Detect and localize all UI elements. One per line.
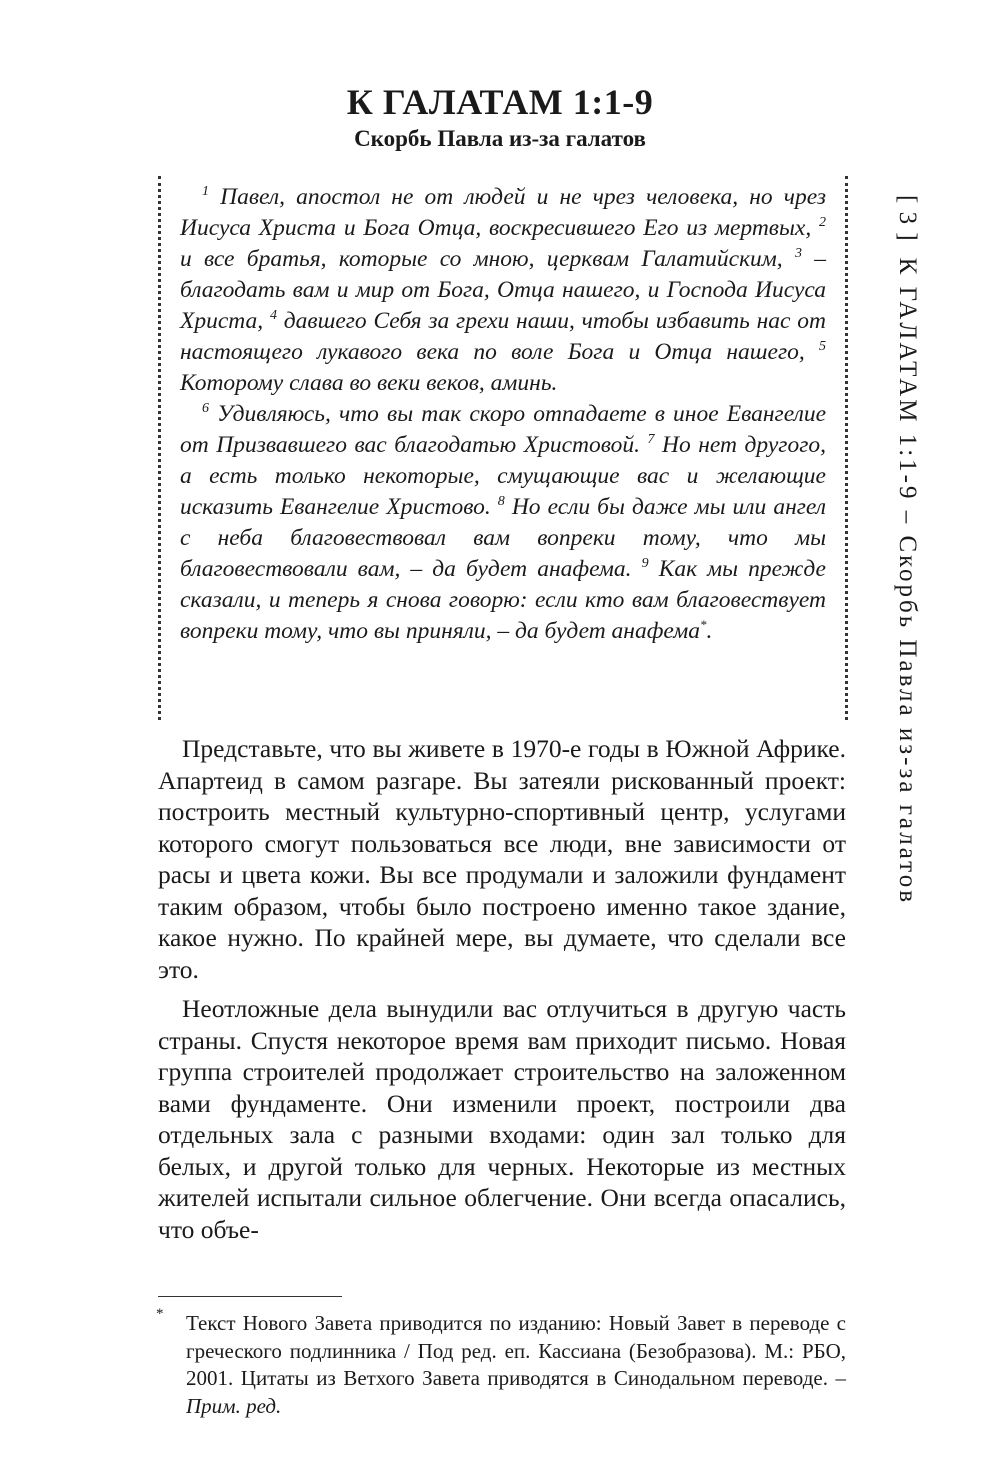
verse-number: 9 — [641, 556, 649, 572]
verse-number: 7 — [647, 432, 655, 448]
verse-number: 1 — [202, 184, 209, 200]
verse-text: Павел, апостол не от людей и не чрез человека, но чрез Иисуса Христа и Бога Отца, воскресившего Его из мертвых, — [180, 184, 826, 241]
chapter-subtitle: Скорбь Павла из-за галатов — [354, 126, 646, 151]
verse-text: Но нет другого, а есть только некоторые, смущающие вас и желающие исказить Евангелие Христово. — [180, 432, 826, 520]
scripture-ending: . — [706, 618, 713, 644]
body-paragraph: Представьте, что вы живете в 1970-е годы в Южной Африке. Апартеид в самом разгаре. Вы затеяли рискованный проект: построить местный культурно-спортивный центр, услугами которого смогут пользоваться все люди, вне зависимости от расы и цвета кожи. Вы все продумали и заложили фундамент таким образом, чтобы было построено именно такое здание, какое нужно. По крайней мере, вы думаете, что сделали все это. — [158, 734, 846, 984]
editor-note: Прим. ред. — [186, 1393, 282, 1418]
verse-number: 6 — [202, 401, 209, 417]
verse-text: Но если бы даже мы или ангел с неба благовествовал вам вопреки тому, что мы благовествовали вам, – да будет анафема. — [180, 494, 826, 582]
footnote-text — [186, 1310, 846, 1420]
verse-number: 8 — [497, 494, 505, 510]
footnote-divider — [158, 1296, 342, 1297]
verse-text: – благодать вам и мир от Бога, Отца нашего, и Господа Иисуса Христа, — [180, 246, 826, 334]
body-paragraph: Неотложные дела вынудили вас отлучиться в другую часть страны. Спустя некоторое время вам приходит письмо. Новая группа строителей продолжает строительство на заложенном вами фундаменте. Они изменили проект, построили два отдельных зала с разными входами: один зал только для белых, и другой только для черных. Некоторые из местных жителей испытали сильное облегчение. Они всегда опасались, что объе- — [158, 994, 846, 1244]
verse-text: и все братья, которые со мною, церквам Галатийским, — [180, 246, 795, 272]
verse-text: давшего Себя за грехи наши, чтобы избавить нас от настоящего лукавого века по воле Бога и Отца нашего, — [180, 308, 826, 365]
verse-number: 2 — [819, 215, 826, 231]
scripture-text — [180, 182, 826, 647]
body-text — [158, 733, 846, 1253]
footnote-marker: * — [156, 1306, 164, 1322]
verse-text: Как мы прежде сказали, и теперь я снова говорю: если кто вам благовествует вопреки тому, что вы приняли, – да будет анафема — [180, 556, 826, 644]
page-number: [ 3 ] — [894, 195, 921, 242]
scripture-paragraph — [180, 182, 826, 399]
verse-text: Которому слава во веки веков, аминь. — [180, 370, 558, 396]
verse-number: 4 — [269, 308, 277, 324]
verse-number: 3 — [794, 246, 802, 262]
verse-text: Удивляюсь, что вы так скоро отпадаете в иное Евангелие от Призвавшего вас благодатью Христовой. — [180, 401, 826, 458]
footnote-body: Текст Нового Завета приводится по изданию: Новый Завет в переводе с греческого подлинника / Под ред. еп. Кассиана (Безобразова). М.: РБО, 2001. Цитаты из Ветхого Завета приводятся в Синодальном переводе. – — [186, 1311, 846, 1390]
footnote-reference[interactable]: * — [699, 617, 707, 633]
scripture-paragraph — [180, 399, 826, 647]
verse-number: 5 — [819, 339, 826, 355]
chapter-title: К ГАЛАТАМ 1:1-9 — [346, 82, 654, 122]
running-head — [892, 195, 922, 905]
running-head-title: К ГАЛАТАМ 1:1-9 – Скорбь Павла из-за галатов — [894, 257, 921, 906]
